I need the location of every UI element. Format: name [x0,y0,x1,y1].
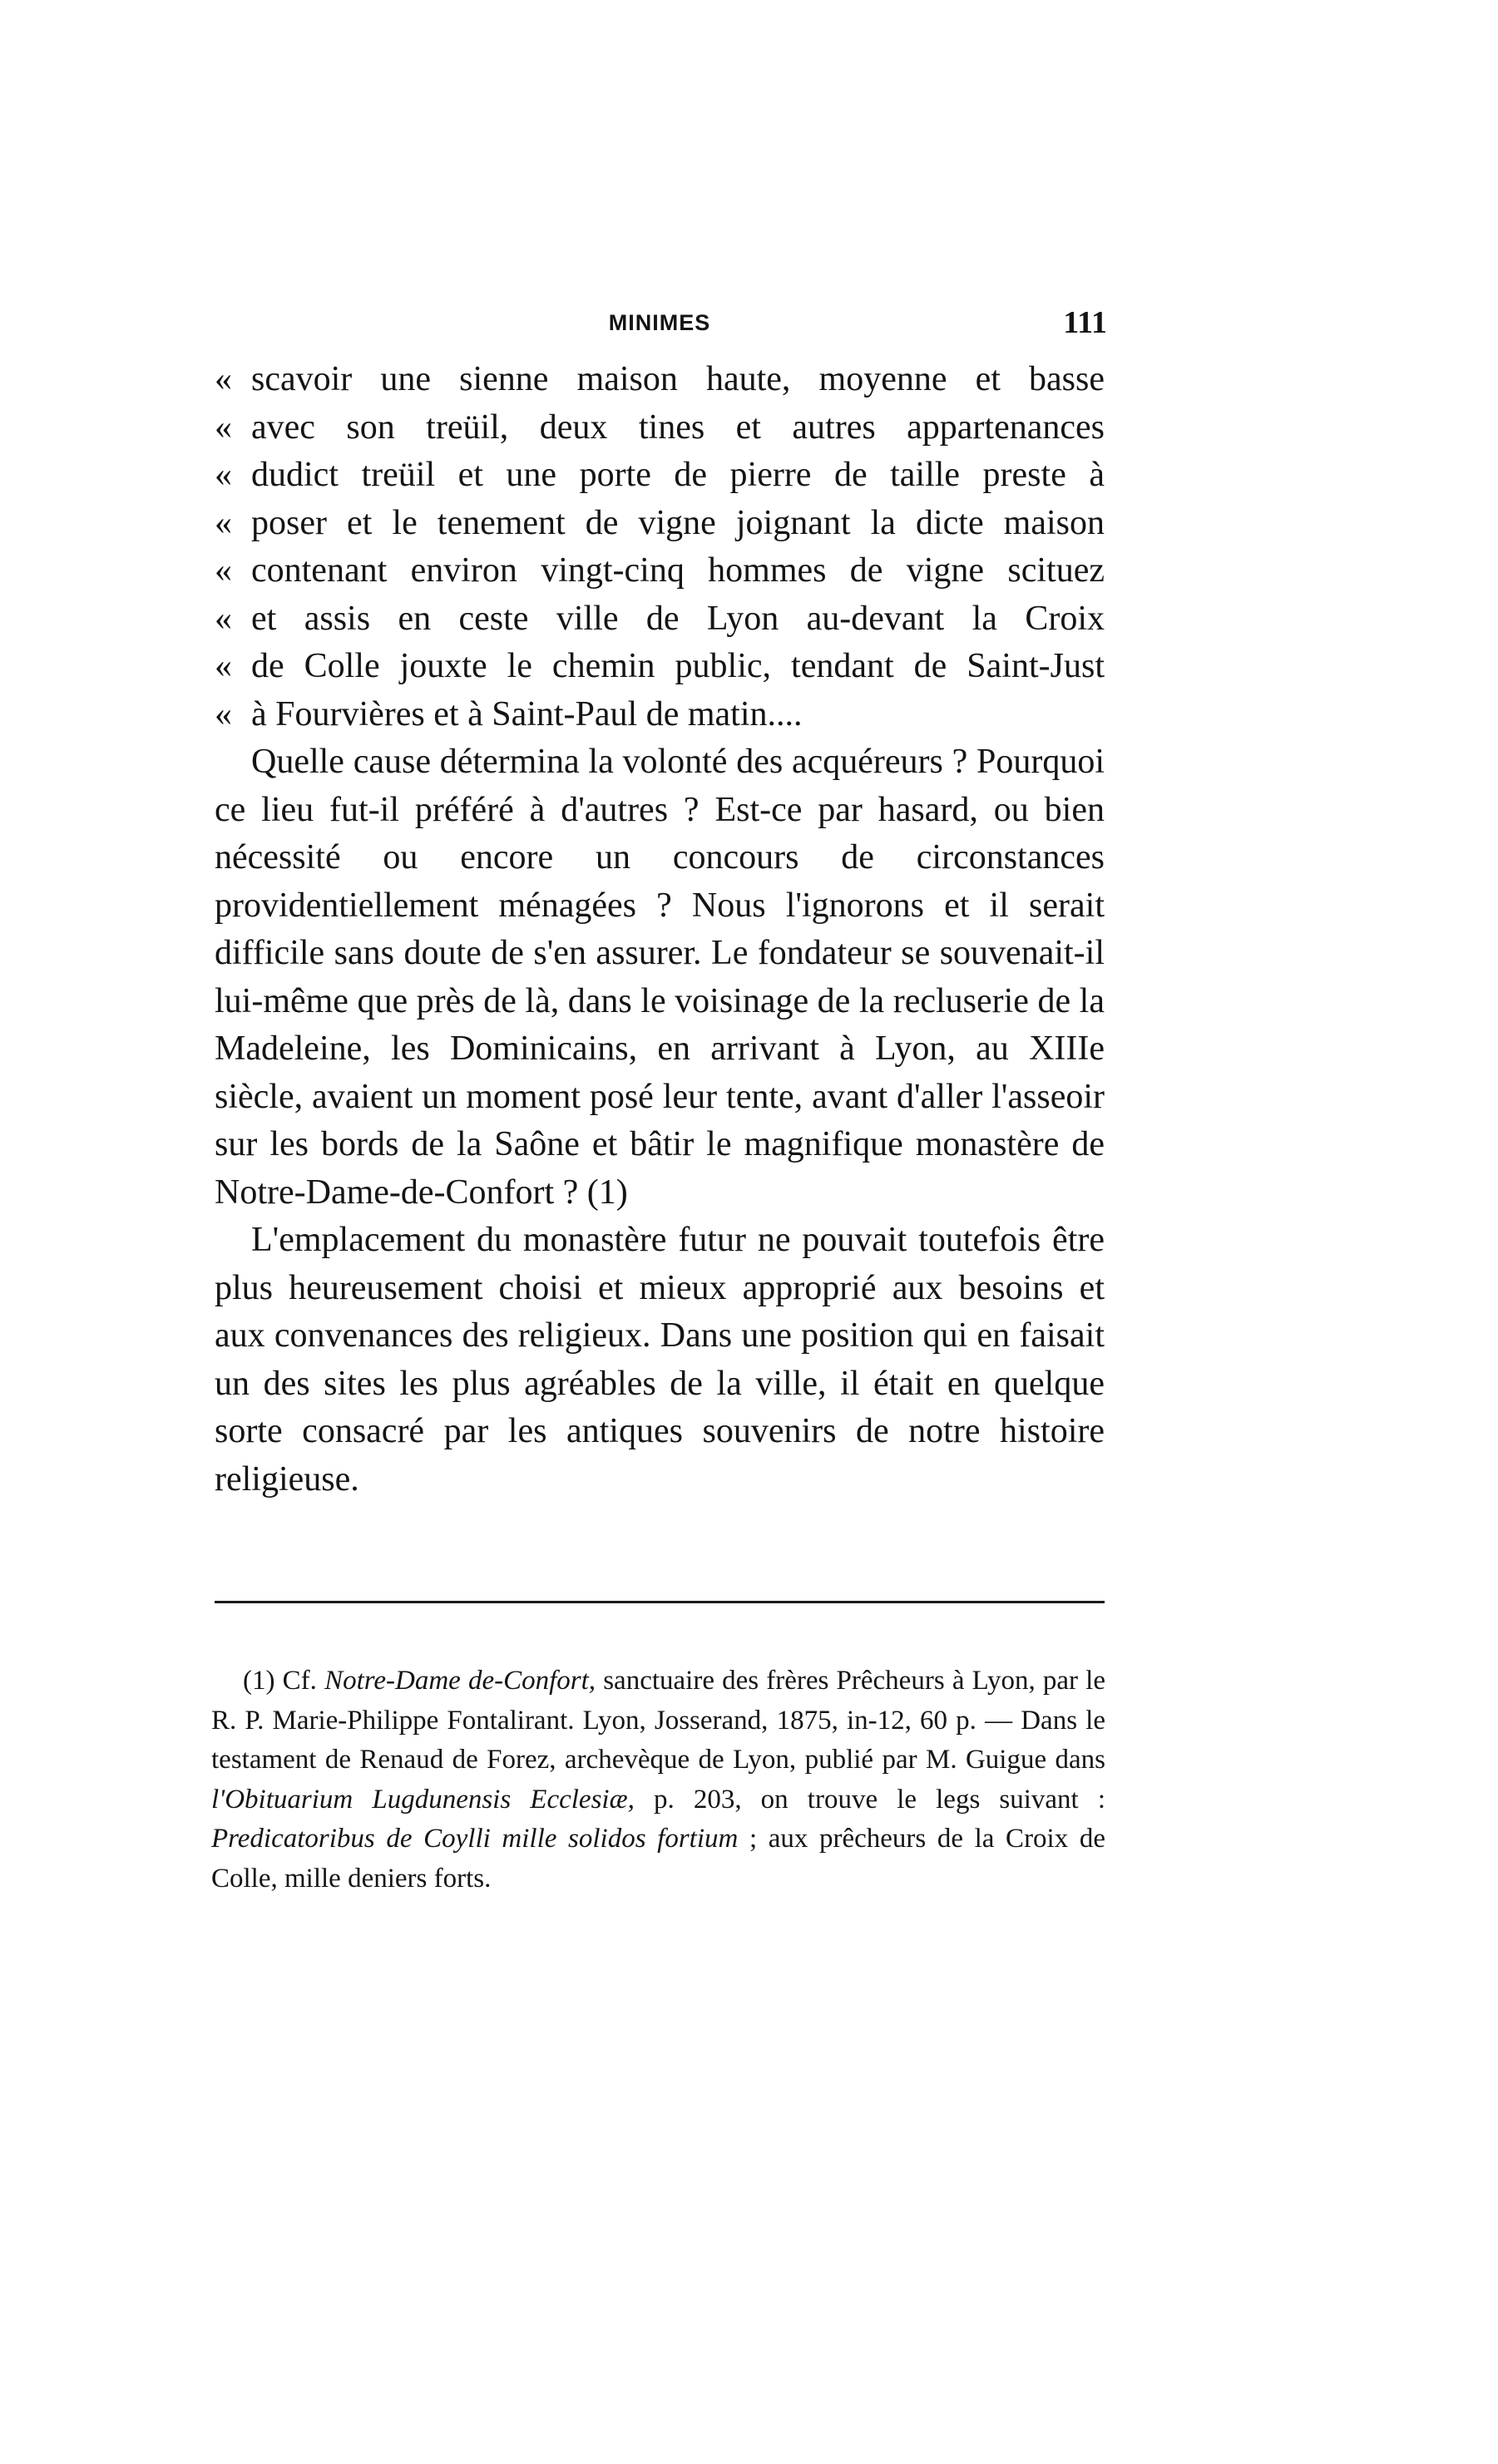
body-text [215,738,1105,1504]
quote-mark: « [215,407,232,447]
quote-mark: « [215,360,232,398]
quote-line-text: scavoir une sienne maison haute, moyenne et basse [251,360,1105,398]
quote-mark: « [215,456,232,494]
paragraph: Quelle cause détermina la volonté des acquéreurs ? Pourquoi ce lieu fut-il préféré à d'autres ? Est-ce par hasard, ou bien nécessité ou encore un concours de circonstances providentiellement ménagées ? Nous l'ignorons et il serait difficile sans doute de s'en assurer. Le fondateur se souvenait-il lui-même que près de là, dans le voisinage de la recluserie de la Madeleine, les Dominicains, en arrivant à Lyon, au XIIIe siècle, avaient un moment posé leur tente, avant d'aller l'asseoir sur les bords de la Saône et bâtir le magnifique monastère de Notre-Dame-de-Confort ? (1) [215,743,1105,1212]
quote-line [215,404,1105,452]
quote-mark: « [215,503,232,542]
quoted-deed-excerpt [215,356,1105,738]
quote-line [215,452,1105,500]
footnote-paragraph [211,1662,1105,1899]
quote-line-text: poser et le tenement de vigne joignant la dicte maison [251,503,1105,542]
quote-line [215,547,1105,595]
quote-line [215,356,1105,404]
footnote-latin-legacy: Predicatoribus de Coylli mille solidos fortium [211,1824,739,1854]
quote-line [215,500,1105,548]
footnote [211,1662,1105,1899]
quote-line-text: de Colle jouxte le chemin public, tendant de Saint-Just [251,647,1105,685]
quote-mark: « [215,647,232,685]
footnote-text: ; aux prêcheurs de la Croix de Colle, mille deniers forts. [211,1824,1105,1894]
quote-mark: « [215,694,232,733]
quote-line-text: et assis en ceste ville de Lyon au-devant la Croix [251,599,1105,638]
running-title: MINIMES [608,310,711,335]
footnote-cited-title: Notre-Dame de-Confort, [324,1666,596,1696]
quote-line [215,643,1105,691]
footnote-text: sanctuaire des frères Prêcheurs à Lyon, par le R. P. Marie-Philippe Fontalirant. Lyon, Josserand, 1875, in-12, 60 p. — Dans le testament de Renaud de Forez, archevèque de Lyon, publié par M. Guigue dans [211,1666,1105,1775]
footnote-divider [215,1601,1105,1603]
footnote-text: p. 203, on trouve le legs suivant : [634,1784,1105,1815]
quote-line-text: avec son treüil, deux tines et autres appartenances [251,407,1105,447]
quote-line-text: dudict treüil et une porte de pierre de taille preste à [251,456,1105,494]
footnote-marker: (1) Cf. [243,1666,317,1696]
quote-line [215,595,1105,644]
quote-line-text: à Fourvières et à Saint-Paul de matin.... [251,694,803,733]
paragraph: L'emplacement du monastère futur ne pouvait toutefois être plus heureusement choisi et mieux approprié aux besoins et aux convenances des religieux. Dans une position qui en faisait un des sites les plus agréables de la ville, il était en quelque sorte consacré par les antiques souvenirs de notre histoire religieuse. [215,1221,1105,1499]
page-number: 111 [1063,305,1107,340]
quote-line-text: contenant environ vingt-cinq hommes de vigne scituez [251,551,1105,590]
running-head [215,306,1105,339]
quote-mark: « [215,551,232,590]
footnote-cited-work: l'Obituarium Lugdunensis Ecclesiæ, [211,1784,635,1815]
quote-mark: « [215,599,232,638]
quote-line [215,691,1105,739]
